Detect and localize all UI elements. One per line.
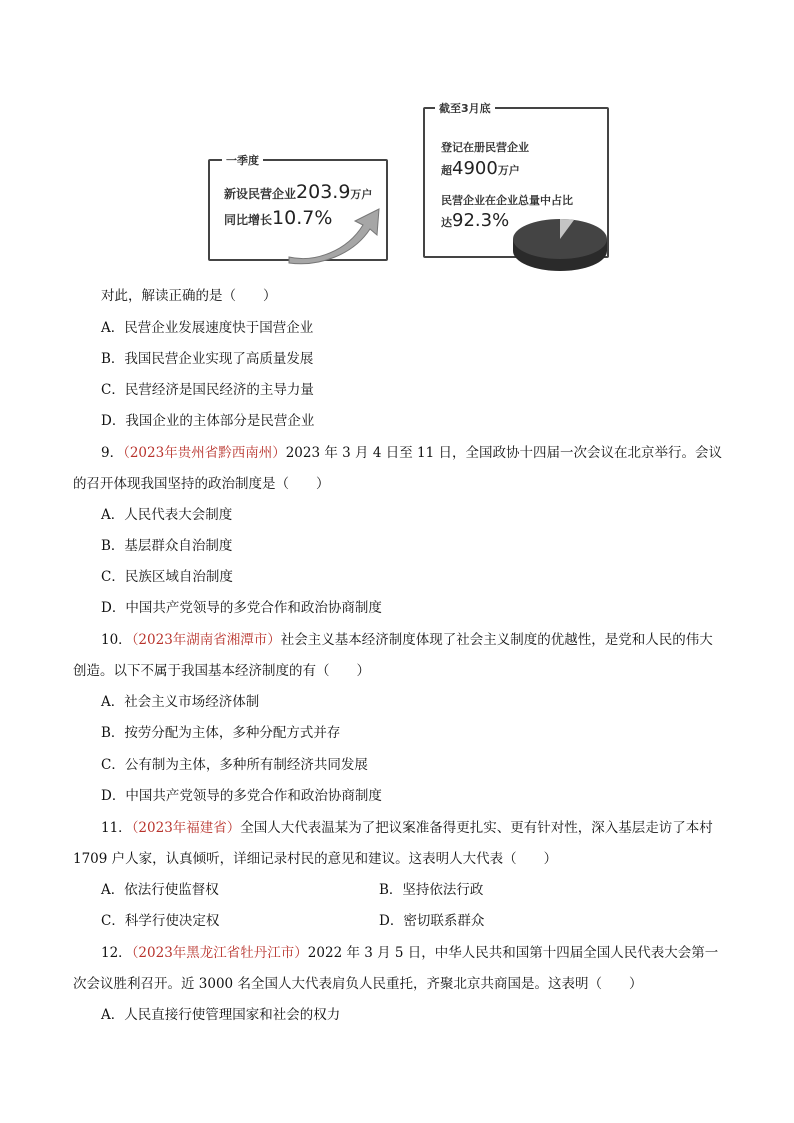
q8-option-b: B．我国民营企业实现了高质量发展 — [101, 351, 314, 367]
statistics-figure — [195, 100, 615, 270]
q12-number: 12． — [101, 945, 132, 961]
q9-number: 9． — [101, 445, 124, 461]
q10-stem-line2: 创造。以下不属于我国基本经济制度的有（ ） — [73, 663, 370, 679]
q8-stem: 对此，解读正确的是（ ） — [101, 288, 277, 304]
q11-source: （2023年福建省） — [131, 820, 241, 836]
q10-option-a: A．社会主义市场经济体制 — [101, 694, 260, 710]
q8-option-c: C．民营经济是国民经济的主导力量 — [101, 382, 314, 398]
q9-option-c: C．民族区域自治制度 — [101, 569, 233, 585]
share-value: 达92.3% — [441, 210, 510, 231]
growth-arrow-icon — [285, 205, 385, 265]
q11-number: 11． — [101, 820, 132, 836]
q10-option-b: B．按劳分配为主体，多种分配方式并存 — [101, 725, 341, 741]
share-label: 民营企业在企业总量中占比 — [441, 194, 573, 207]
q10-option-c: C．公有制为主体，多种所有制经济共同发展 — [101, 757, 368, 773]
q12-stem-line2: 次会议胜利召开。近 3000 名全国人大代表肩负人民重托，齐聚北京共商国是。这表明（ ） — [73, 976, 643, 992]
q10-number: 10． — [101, 632, 132, 648]
q11-option-d: D．密切联系群众 — [379, 913, 485, 929]
q10-source: （2023年湖南省湘潭市） — [131, 632, 281, 648]
registered-enterprises-value: 超4900万户 — [441, 158, 520, 179]
q10-option-d: D．中国共产党领导的多党合作和政治协商制度 — [101, 788, 382, 804]
q11-option-b: B．坚持依法行政 — [379, 882, 484, 898]
q8-option-d: D．我国企业的主体部分是民营企业 — [101, 413, 315, 429]
q11-stem-line1: 11．（2023年福建省）全国人大代表温某为了把议案准备得更扎实、更有针对性，深入基层走访了本村 — [101, 820, 713, 836]
q9-option-a: A．人民代表大会制度 — [101, 507, 233, 523]
q11-stem-line2: 1709 户人家，认真倾听，详细记录村民的意见和建议。这表明人大代表（ ） — [73, 851, 558, 867]
end-of-march-title: 截至3月底 — [435, 100, 495, 116]
new-private-enterprises-line: 新设民营企业203.9万户 — [224, 181, 373, 203]
registered-enterprises-label: 登记在册民营企业 — [441, 141, 529, 154]
q12-stem-line1: 12．（2023年黑龙江省牡丹江市）2022 年 3 月 5 日，中华人民共和国第十四届全国人民代表大会第一 — [101, 945, 719, 961]
share-pie-icon — [510, 215, 610, 275]
q8-option-a: A．民营企业发展速度快于国营企业 — [101, 320, 314, 336]
q9-stem-line2: 的召开体现我国坚持的政治制度是（ ） — [73, 476, 330, 492]
first-quarter-title: 一季度 — [222, 152, 263, 168]
q9-option-d: D．中国共产党领导的多党合作和政治协商制度 — [101, 600, 382, 616]
q9-stem-line1: 9．（2023年贵州省黔西南州）2023 年 3 月 4 日至 11 日，全国政协十四届一次会议在北京举行。会议 — [101, 445, 722, 461]
q11-option-a: A．依法行使监督权 — [101, 882, 219, 898]
q11-option-c: C．科学行使决定权 — [101, 913, 220, 929]
q9-option-b: B．基层群众自治制度 — [101, 538, 233, 554]
q12-option-a: A．人民直接行使管理国家和社会的权力 — [101, 1007, 341, 1023]
q12-source: （2023年黑龙江省牡丹江市） — [131, 945, 308, 961]
yoy-growth-line: 同比增长10.7% — [224, 207, 333, 229]
q9-source: （2023年贵州省黔西南州） — [123, 445, 286, 461]
q10-stem-line1: 10．（2023年湖南省湘潭市）社会主义基本经济制度体现了社会主义制度的优越性，是党和人民的伟大 — [101, 632, 713, 648]
